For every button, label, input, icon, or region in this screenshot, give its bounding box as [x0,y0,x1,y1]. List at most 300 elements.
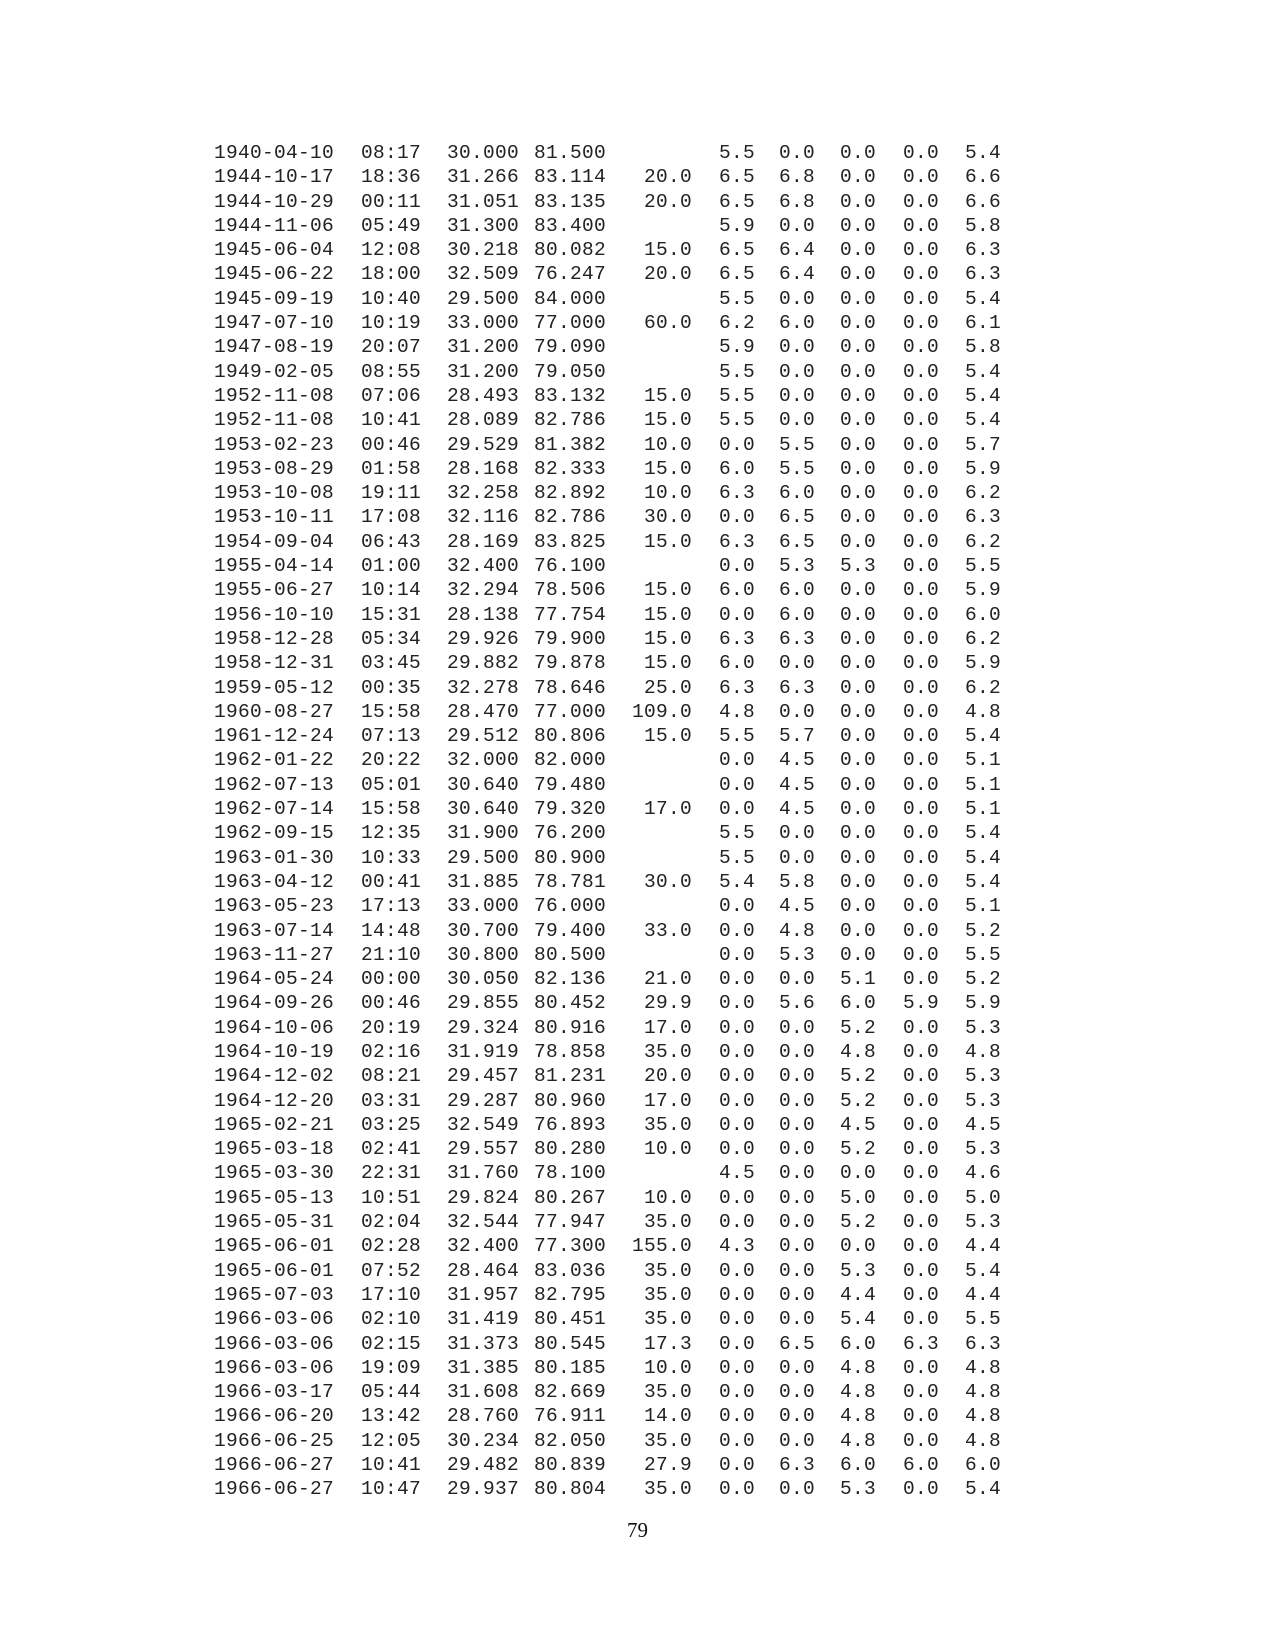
cell-time: 10:51 [361,1186,422,1209]
cell-lat: 32.294 [447,579,520,602]
cell-m3: 0.0 [840,846,877,869]
cell-lat: 31.608 [447,1381,520,1404]
cell-date: 1964-12-20 [214,1089,335,1112]
cell-m5: 6.1 [965,312,1002,335]
cell-lat: 32.000 [447,749,520,772]
cell-date: 1965-06-01 [214,1259,335,1282]
cell-lat: 31.300 [447,214,520,237]
cell-m1: 0.0 [719,1065,756,1088]
cell-time: 03:45 [361,652,422,675]
cell-time: 07:52 [361,1259,422,1282]
cell-m3: 6.0 [840,1332,877,1355]
cell-m1: 0.0 [719,1429,756,1452]
cell-m4: 0.0 [903,1283,940,1306]
cell-m5: 5.4 [965,870,1002,893]
cell-m2: 6.0 [779,603,816,626]
cell-m1: 0.0 [719,433,756,456]
cell-date: 1940-04-10 [214,142,335,164]
cell-date: 1952-11-08 [214,384,335,407]
cell-m4: 0.0 [903,433,940,456]
cell-m5: 5.4 [965,142,1002,164]
cell-m5: 5.4 [965,1259,1002,1282]
cell-m3: 5.2 [840,1065,877,1088]
cell-m3: 0.0 [840,627,877,650]
cell-date: 1964-12-02 [214,1065,335,1088]
cell-m2: 4.5 [779,749,816,772]
cell-m5: 6.0 [965,603,1002,626]
cell-time: 07:13 [361,725,422,748]
cell-m2: 0.0 [779,652,816,675]
cell-lon: 81.382 [534,433,607,456]
cell-lon: 82.786 [534,506,607,529]
cell-depth: 109.0 [631,700,692,723]
table-row [214,1161,1014,1185]
cell-m4: 0.0 [903,603,940,626]
cell-depth: 10.0 [643,433,692,456]
cell-date: 1947-07-10 [214,312,335,335]
cell-m2: 6.0 [779,482,816,505]
cell-date: 1956-10-10 [214,603,335,626]
cell-lat: 29.557 [447,1138,520,1161]
cell-time: 00:11 [361,190,422,213]
cell-lat: 32.258 [447,482,520,505]
table-row [214,457,1014,481]
cell-m3: 0.0 [840,287,877,310]
cell-m3: 0.0 [840,166,877,189]
cell-m2: 0.0 [779,846,816,869]
table-row [214,1137,1014,1161]
cell-lat: 32.400 [447,555,520,578]
table-row [214,335,1014,359]
cell-depth: 35.0 [643,1211,692,1234]
table-row [214,651,1014,675]
cell-date: 1966-06-27 [214,1478,335,1501]
cell-m3: 0.0 [840,482,877,505]
cell-m2: 0.0 [779,360,816,383]
table-row [214,311,1014,335]
cell-depth: 10.0 [643,482,692,505]
cell-lat: 29.500 [447,846,520,869]
cell-lon: 80.806 [534,725,607,748]
cell-lon: 80.451 [534,1308,607,1331]
cell-m3: 0.0 [840,773,877,796]
cell-date: 1955-04-14 [214,555,335,578]
cell-m1: 5.5 [719,822,756,845]
cell-m2: 0.0 [779,1065,816,1088]
cell-m5: 4.8 [965,1356,1002,1379]
cell-date: 1962-07-13 [214,773,335,796]
table-row [214,1186,1014,1210]
cell-depth: 15.0 [643,725,692,748]
cell-time: 20:19 [361,1016,422,1039]
cell-lon: 79.050 [534,360,607,383]
cell-lon: 83.036 [534,1259,607,1282]
cell-date: 1944-10-17 [214,166,335,189]
cell-m5: 5.1 [965,798,1002,821]
cell-m5: 6.2 [965,530,1002,553]
cell-m2: 0.0 [779,214,816,237]
cell-date: 1966-03-06 [214,1356,335,1379]
cell-m4: 0.0 [903,700,940,723]
cell-time: 00:00 [361,968,422,991]
cell-m4: 0.0 [903,1211,940,1234]
cell-lon: 80.960 [534,1089,607,1112]
cell-m3: 6.0 [840,992,877,1015]
cell-m1: 0.0 [719,773,756,796]
cell-lat: 30.640 [447,773,520,796]
table-row [214,797,1014,821]
cell-m3: 4.8 [840,1429,877,1452]
cell-time: 02:15 [361,1332,422,1355]
cell-date: 1953-10-08 [214,482,335,505]
cell-date: 1963-11-27 [214,943,335,966]
cell-m2: 6.4 [779,263,816,286]
cell-date: 1966-06-20 [214,1405,335,1428]
cell-m2: 6.8 [779,166,816,189]
cell-lat: 32.116 [447,506,520,529]
table-row [214,724,1014,748]
cell-date: 1965-07-03 [214,1283,335,1306]
cell-date: 1966-06-27 [214,1454,335,1477]
cell-m4: 0.0 [903,895,940,918]
cell-depth: 27.9 [643,1454,692,1477]
cell-date: 1961-12-24 [214,725,335,748]
cell-lon: 78.100 [534,1162,607,1185]
cell-date: 1959-05-12 [214,676,335,699]
cell-m1: 6.0 [719,652,756,675]
cell-date: 1962-01-22 [214,749,335,772]
cell-date: 1966-06-25 [214,1429,335,1452]
cell-depth: 25.0 [643,676,692,699]
cell-lon: 80.082 [534,239,607,262]
table-row [214,821,1014,845]
cell-m5: 5.3 [965,1065,1002,1088]
cell-m3: 0.0 [840,409,877,432]
cell-m3: 5.0 [840,1186,877,1209]
table-row [214,554,1014,578]
cell-m2: 4.5 [779,798,816,821]
cell-lat: 29.324 [447,1016,520,1039]
cell-time: 10:47 [361,1478,422,1501]
cell-m4: 0.0 [903,1162,940,1185]
cell-m5: 4.8 [965,1429,1002,1452]
cell-m5: 6.6 [965,190,1002,213]
cell-m5: 5.9 [965,579,1002,602]
cell-lat: 32.544 [447,1211,520,1234]
cell-m1: 0.0 [719,1454,756,1477]
cell-m3: 4.8 [840,1040,877,1063]
cell-m2: 4.5 [779,773,816,796]
cell-m1: 5.5 [719,142,756,164]
cell-lon: 76.200 [534,822,607,845]
table-row [214,627,1014,651]
cell-lat: 31.760 [447,1162,520,1185]
cell-time: 10:40 [361,287,422,310]
cell-m2: 0.0 [779,1259,816,1282]
cell-m3: 0.0 [840,919,877,942]
cell-m2: 0.0 [779,1308,816,1331]
cell-m5: 4.8 [965,1381,1002,1404]
cell-m1: 0.0 [719,919,756,942]
cell-m5: 5.0 [965,1186,1002,1209]
cell-m4: 0.0 [903,822,940,845]
cell-date: 1955-06-27 [214,579,335,602]
cell-m2: 6.0 [779,579,816,602]
cell-date: 1958-12-31 [214,652,335,675]
cell-lon: 79.878 [534,652,607,675]
table-row [214,1356,1014,1380]
cell-time: 17:08 [361,506,422,529]
cell-depth: 35.0 [643,1429,692,1452]
cell-m1: 6.5 [719,190,756,213]
cell-lon: 80.267 [534,1186,607,1209]
cell-m2: 0.0 [779,384,816,407]
cell-lon: 77.754 [534,603,607,626]
cell-m5: 5.8 [965,214,1002,237]
cell-m1: 4.5 [719,1162,756,1185]
cell-time: 13:42 [361,1405,422,1428]
cell-m4: 0.0 [903,652,940,675]
cell-m5: 5.1 [965,749,1002,772]
cell-lat: 33.000 [447,895,520,918]
cell-date: 1965-06-01 [214,1235,335,1258]
table-row [214,1064,1014,1088]
cell-depth: 35.0 [643,1040,692,1063]
cell-depth: 10.0 [643,1138,692,1161]
cell-time: 17:13 [361,895,422,918]
cell-time: 00:46 [361,992,422,1015]
cell-lat: 28.169 [447,530,520,553]
cell-m2: 6.3 [779,676,816,699]
cell-time: 08:21 [361,1065,422,1088]
cell-lat: 32.278 [447,676,520,699]
cell-m1: 0.0 [719,506,756,529]
cell-lat: 30.000 [447,142,520,164]
cell-depth: 35.0 [643,1381,692,1404]
cell-depth: 15.0 [643,530,692,553]
cell-m5: 6.3 [965,506,1002,529]
cell-date: 1966-03-06 [214,1332,335,1355]
cell-lon: 79.320 [534,798,607,821]
cell-m4: 0.0 [903,943,940,966]
cell-time: 00:46 [361,433,422,456]
cell-date: 1965-02-21 [214,1113,335,1136]
cell-lat: 31.900 [447,822,520,845]
cell-m1: 0.0 [719,1016,756,1039]
cell-lat: 32.549 [447,1113,520,1136]
table-row [214,530,1014,554]
cell-time: 20:07 [361,336,422,359]
cell-m3: 5.1 [840,968,877,991]
cell-lon: 82.786 [534,409,607,432]
table-row [214,919,1014,943]
cell-lat: 29.824 [447,1186,520,1209]
cell-m4: 0.0 [903,555,940,578]
cell-date: 1944-10-29 [214,190,335,213]
cell-m1: 0.0 [719,1186,756,1209]
cell-m1: 6.5 [719,166,756,189]
cell-m3: 0.0 [840,1162,877,1185]
cell-lon: 79.480 [534,773,607,796]
table-row [214,1404,1014,1428]
cell-lat: 30.640 [447,798,520,821]
cell-m2: 0.0 [779,700,816,723]
cell-depth: 35.0 [643,1283,692,1306]
cell-depth: 15.0 [643,409,692,432]
cell-date: 1953-10-11 [214,506,335,529]
cell-m3: 0.0 [840,312,877,335]
cell-m4: 0.0 [903,846,940,869]
cell-lon: 78.646 [534,676,607,699]
cell-m3: 4.4 [840,1283,877,1306]
cell-depth: 35.0 [643,1478,692,1501]
cell-m1: 6.5 [719,263,756,286]
table-row [214,578,1014,602]
table-row [214,1283,1014,1307]
cell-time: 05:01 [361,773,422,796]
cell-date: 1953-08-29 [214,457,335,480]
cell-lat: 29.882 [447,652,520,675]
cell-m2: 6.0 [779,312,816,335]
cell-m5: 6.2 [965,482,1002,505]
cell-m2: 6.5 [779,530,816,553]
cell-lon: 82.795 [534,1283,607,1306]
cell-depth: 20.0 [643,166,692,189]
cell-lat: 29.500 [447,287,520,310]
cell-m2: 0.0 [779,1283,816,1306]
table-row [214,1113,1014,1137]
cell-time: 14:48 [361,919,422,942]
cell-m4: 0.0 [903,1113,940,1136]
cell-time: 21:10 [361,943,422,966]
cell-m1: 0.0 [719,798,756,821]
cell-m2: 0.0 [779,1405,816,1428]
cell-m1: 6.0 [719,457,756,480]
cell-date: 1963-01-30 [214,846,335,869]
cell-m1: 0.0 [719,992,756,1015]
cell-depth: 35.0 [643,1113,692,1136]
cell-time: 10:41 [361,409,422,432]
cell-lon: 79.400 [534,919,607,942]
cell-date: 1964-10-06 [214,1016,335,1039]
cell-depth: 33.0 [643,919,692,942]
cell-m3: 0.0 [840,798,877,821]
cell-depth: 15.0 [643,579,692,602]
cell-m5: 5.4 [965,1478,1002,1501]
cell-time: 02:10 [361,1308,422,1331]
cell-time: 12:35 [361,822,422,845]
cell-m5: 5.4 [965,822,1002,845]
cell-m3: 0.0 [840,579,877,602]
cell-lat: 31.200 [447,336,520,359]
cell-m4: 0.0 [903,798,940,821]
table-row [214,846,1014,870]
cell-m2: 6.4 [779,239,816,262]
cell-lat: 30.234 [447,1429,520,1452]
cell-m5: 5.8 [965,336,1002,359]
cell-m3: 5.3 [840,1259,877,1282]
cell-depth: 15.0 [643,603,692,626]
cell-m4: 0.0 [903,1405,940,1428]
table-row [214,262,1014,286]
cell-date: 1953-02-23 [214,433,335,456]
cell-m4: 6.0 [903,1454,940,1477]
cell-time: 02:16 [361,1040,422,1063]
cell-lat: 29.937 [447,1478,520,1501]
table-row [214,360,1014,384]
cell-m2: 0.0 [779,1186,816,1209]
cell-date: 1965-05-13 [214,1186,335,1209]
cell-m4: 0.0 [903,1235,940,1258]
cell-time: 02:28 [361,1235,422,1258]
cell-m4: 0.0 [903,263,940,286]
cell-m1: 6.2 [719,312,756,335]
cell-m3: 0.0 [840,336,877,359]
cell-lat: 29.457 [447,1065,520,1088]
cell-m4: 0.0 [903,1138,940,1161]
cell-m3: 0.0 [840,943,877,966]
cell-lat: 31.419 [447,1308,520,1331]
cell-time: 06:43 [361,530,422,553]
cell-depth: 14.0 [643,1405,692,1428]
cell-lon: 78.506 [534,579,607,602]
cell-m4: 0.0 [903,1040,940,1063]
cell-m5: 5.7 [965,433,1002,456]
cell-m5: 4.8 [965,1405,1002,1428]
cell-m5: 6.3 [965,1332,1002,1355]
cell-lat: 30.800 [447,943,520,966]
cell-m3: 4.5 [840,1113,877,1136]
cell-m3: 0.0 [840,239,877,262]
cell-depth: 21.0 [643,968,692,991]
cell-time: 05:44 [361,1381,422,1404]
cell-date: 1952-11-08 [214,409,335,432]
table-row [214,967,1014,991]
cell-m5: 6.3 [965,263,1002,286]
table-row [214,287,1014,311]
cell-date: 1963-04-12 [214,870,335,893]
cell-m5: 5.4 [965,409,1002,432]
cell-m1: 0.0 [719,1332,756,1355]
cell-lat: 28.089 [447,409,520,432]
cell-lon: 76.247 [534,263,607,286]
table-row [214,700,1014,724]
cell-m3: 0.0 [840,822,877,845]
cell-lon: 83.135 [534,190,607,213]
cell-lon: 81.500 [534,142,607,164]
cell-lat: 28.470 [447,700,520,723]
cell-m4: 0.0 [903,1308,940,1331]
cell-m3: 5.2 [840,1089,877,1112]
cell-m5: 5.5 [965,555,1002,578]
cell-date: 1964-05-24 [214,968,335,991]
cell-m3: 0.0 [840,652,877,675]
table-row [214,1040,1014,1064]
cell-date: 1960-08-27 [214,700,335,723]
cell-m3: 0.0 [840,384,877,407]
cell-m1: 0.0 [719,1089,756,1112]
cell-m2: 6.8 [779,190,816,213]
cell-depth: 155.0 [631,1235,692,1258]
cell-depth: 15.0 [643,239,692,262]
table-row [214,1259,1014,1283]
cell-m5: 5.9 [965,652,1002,675]
cell-lat: 31.919 [447,1040,520,1063]
cell-m4: 0.0 [903,530,940,553]
cell-depth: 35.0 [643,1308,692,1331]
cell-lon: 76.100 [534,555,607,578]
cell-lon: 80.839 [534,1454,607,1477]
